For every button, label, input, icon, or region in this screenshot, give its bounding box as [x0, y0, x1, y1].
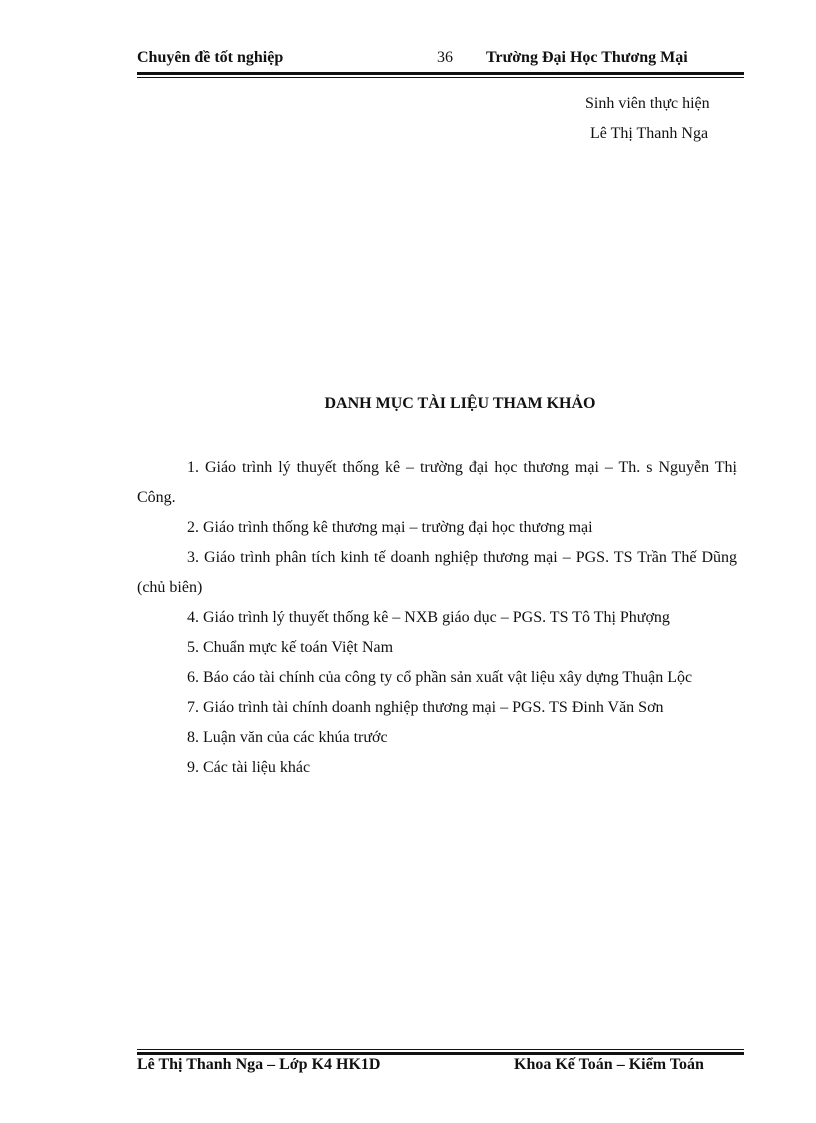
reference-item: 7. Giáo trình tài chính doanh nghiệp thương mại – PGS. TS Đinh Văn Sơn — [187, 699, 664, 716]
signature-role: Sinh viên thực hiện — [585, 95, 710, 112]
reference-item: 4. Giáo trình lý thuyết thống kê – NXB giáo dục – PGS. TS Tô Thị Phượng — [187, 609, 670, 626]
section-title: DANH MỤC TÀI LIỆU THAM KHẢO — [324, 395, 596, 412]
section-title-wrapper — [0, 395, 816, 413]
page-header — [137, 44, 744, 74]
reference-item: 3. Giáo trình phân tích kinh tế doanh nghiệp thương mại – PGS. TS Trần Thế Dũng (chủ biên) — [137, 549, 737, 596]
header-left-text: Chuyên đề tốt nghiệp — [137, 49, 284, 66]
reference-item: 5. Chuẩn mực kế toán Việt Nam — [187, 639, 394, 656]
footer-rule-thin — [137, 1049, 744, 1050]
footer-rule-thick — [137, 1052, 744, 1055]
header-rule-thick — [137, 72, 744, 75]
reference-item: 1. Giáo trình lý thuyết thống kê – trường đại học thương mại – Th. s Nguyễn Thị Công. — [137, 459, 737, 506]
reference-list — [137, 453, 737, 783]
page-number: 36 — [437, 49, 453, 66]
reference-item: 6. Báo cáo tài chính của công ty cổ phần sản xuất vật liệu xây dựng Thuận Lộc — [187, 669, 693, 686]
header-rule-thin — [137, 77, 744, 78]
reference-item: 9. Các tài liệu khác — [187, 759, 311, 776]
footer-left-text: Lê Thị Thanh Nga – Lớp K4 HK1D — [137, 1056, 381, 1073]
reference-item: 8. Luận văn của các khúa trước — [187, 729, 388, 746]
signature-name: Lê Thị Thanh Nga — [590, 125, 709, 142]
footer-right-text: Khoa Kế Toán – Kiểm Toán — [514, 1056, 704, 1073]
reference-item: 2. Giáo trình thống kê thương mại – trường đại học thương mại — [187, 519, 593, 536]
header-right-text: Trường Đại Học Thương Mại — [486, 49, 688, 66]
